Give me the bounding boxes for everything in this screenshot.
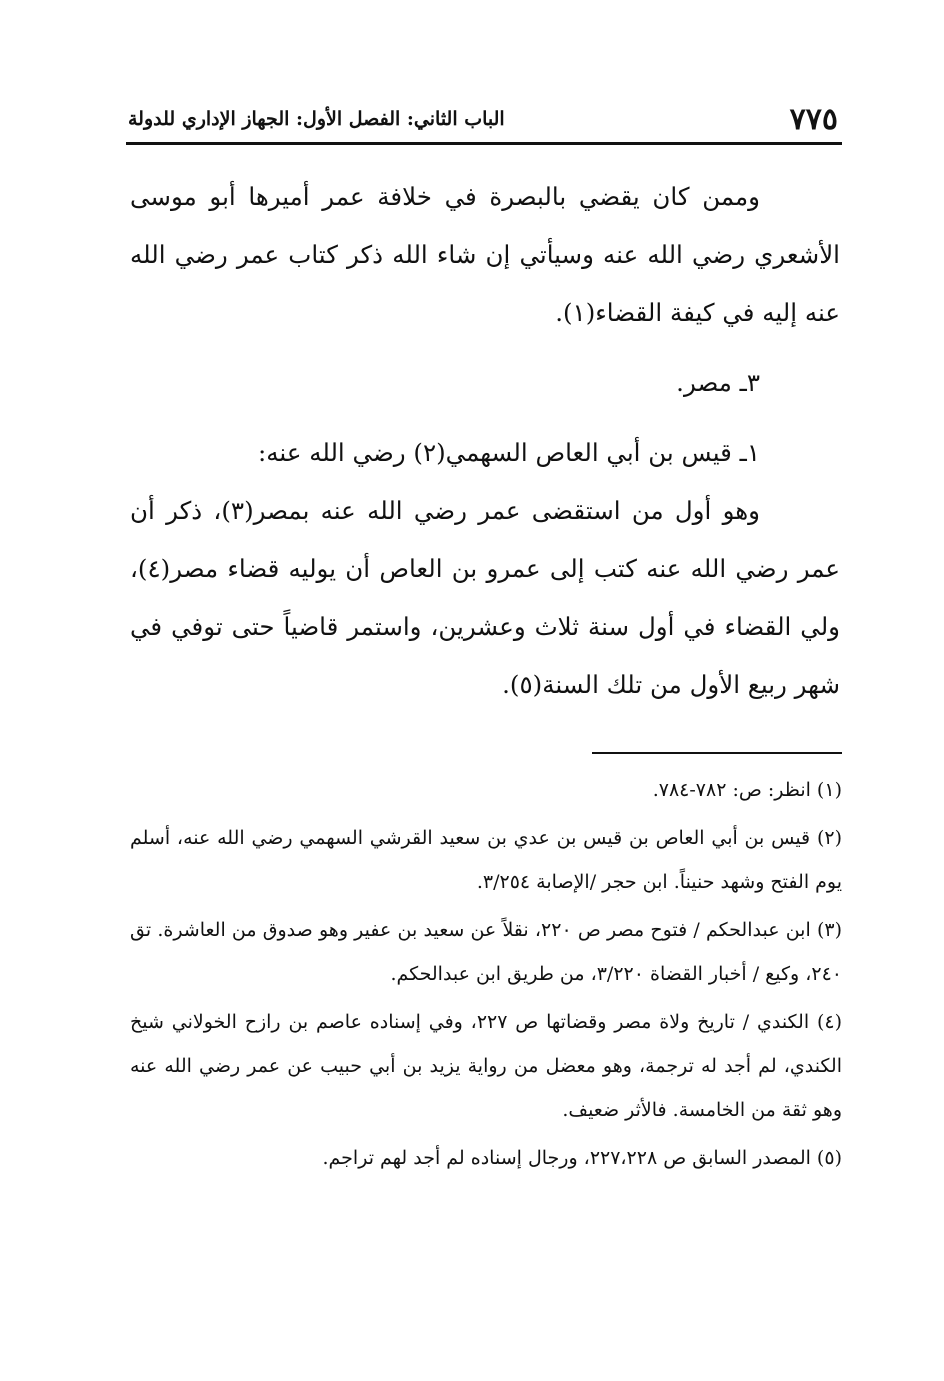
footnote-5: (٥) المصدر السابق ص ٢٢٧،٢٢٨، ورجال إسناده لم أجد لهم تراجم. bbox=[322, 1147, 842, 1169]
subheading-qays: ١ـ قيس بن أبي العاص السهمي(٢) رضي الله عنه: bbox=[258, 438, 760, 467]
paragraph-qays: وهو أول من استقضى عمر رضي الله عنه بمصر(٣)، ذكر أن عمر رضي الله عنه كتب إلى عمرو بن العاص أن يوليه قضاء مصر(٤)، ولي القضاء في أول سنة ثلاث وعشرين، واستمر قاضياً حتى توفي في شهر ربيع الأول من تلك السنة(٥). bbox=[130, 496, 840, 699]
header-divider bbox=[126, 142, 842, 145]
running-title: الباب الثاني: الفصل الأول: الجهاز الإداري للدولة bbox=[128, 108, 505, 130]
footnote-2: (٢) قيس بن أبي العاص بن قيس بن عدي بن سعيد القرشي السهمي رضي الله عنه، أسلم يوم الفتح وشهد حنيناً. ابن حجر /الإصابة ٣/٢٥٤. bbox=[130, 827, 842, 893]
footnote-3: (٣) ابن عبدالحكم / فتوح مصر ص ٢٢٠، نقلاً عن سعيد بن عفير وهو صدوق من العاشرة. تق ٢٤٠، وكيع / أخبار القضاة ٣/٢٢٠، من طريق ابن عبدالحكم. bbox=[130, 919, 842, 985]
paragraph-basra: وممن كان يقضي بالبصرة في خلافة عمر أميرها أبو موسى الأشعري رضي الله عنه وسيأتي إن شاء الله ذكر كتاب عمر رضي الله عنه إليه في كيفة القضاء(١). bbox=[130, 182, 840, 327]
footnote-1: (١) انظر: ص: ٧٨٢-٧٨٤. bbox=[652, 779, 842, 801]
footnote-4: (٤) الكندي / تاريخ ولاة مصر وقضاتها ص ٢٢٧، وفي إسناده عاصم بن رازح الخولاني شيخ الكندي، لم أجد له ترجمة، وهو معضل من رواية يزيد بن أبي حبيب عن عمر رضي الله عنه وهو ثقة من الخامسة. فالأثر ضعيف. bbox=[130, 1011, 842, 1121]
main-text bbox=[130, 168, 840, 714]
footnotes bbox=[130, 768, 842, 1184]
page-header bbox=[126, 98, 842, 140]
page-number: ٧٧٥ bbox=[789, 102, 838, 137]
footnote-separator bbox=[592, 752, 842, 754]
section-heading-egypt: ٣ـ مصر. bbox=[676, 368, 760, 397]
